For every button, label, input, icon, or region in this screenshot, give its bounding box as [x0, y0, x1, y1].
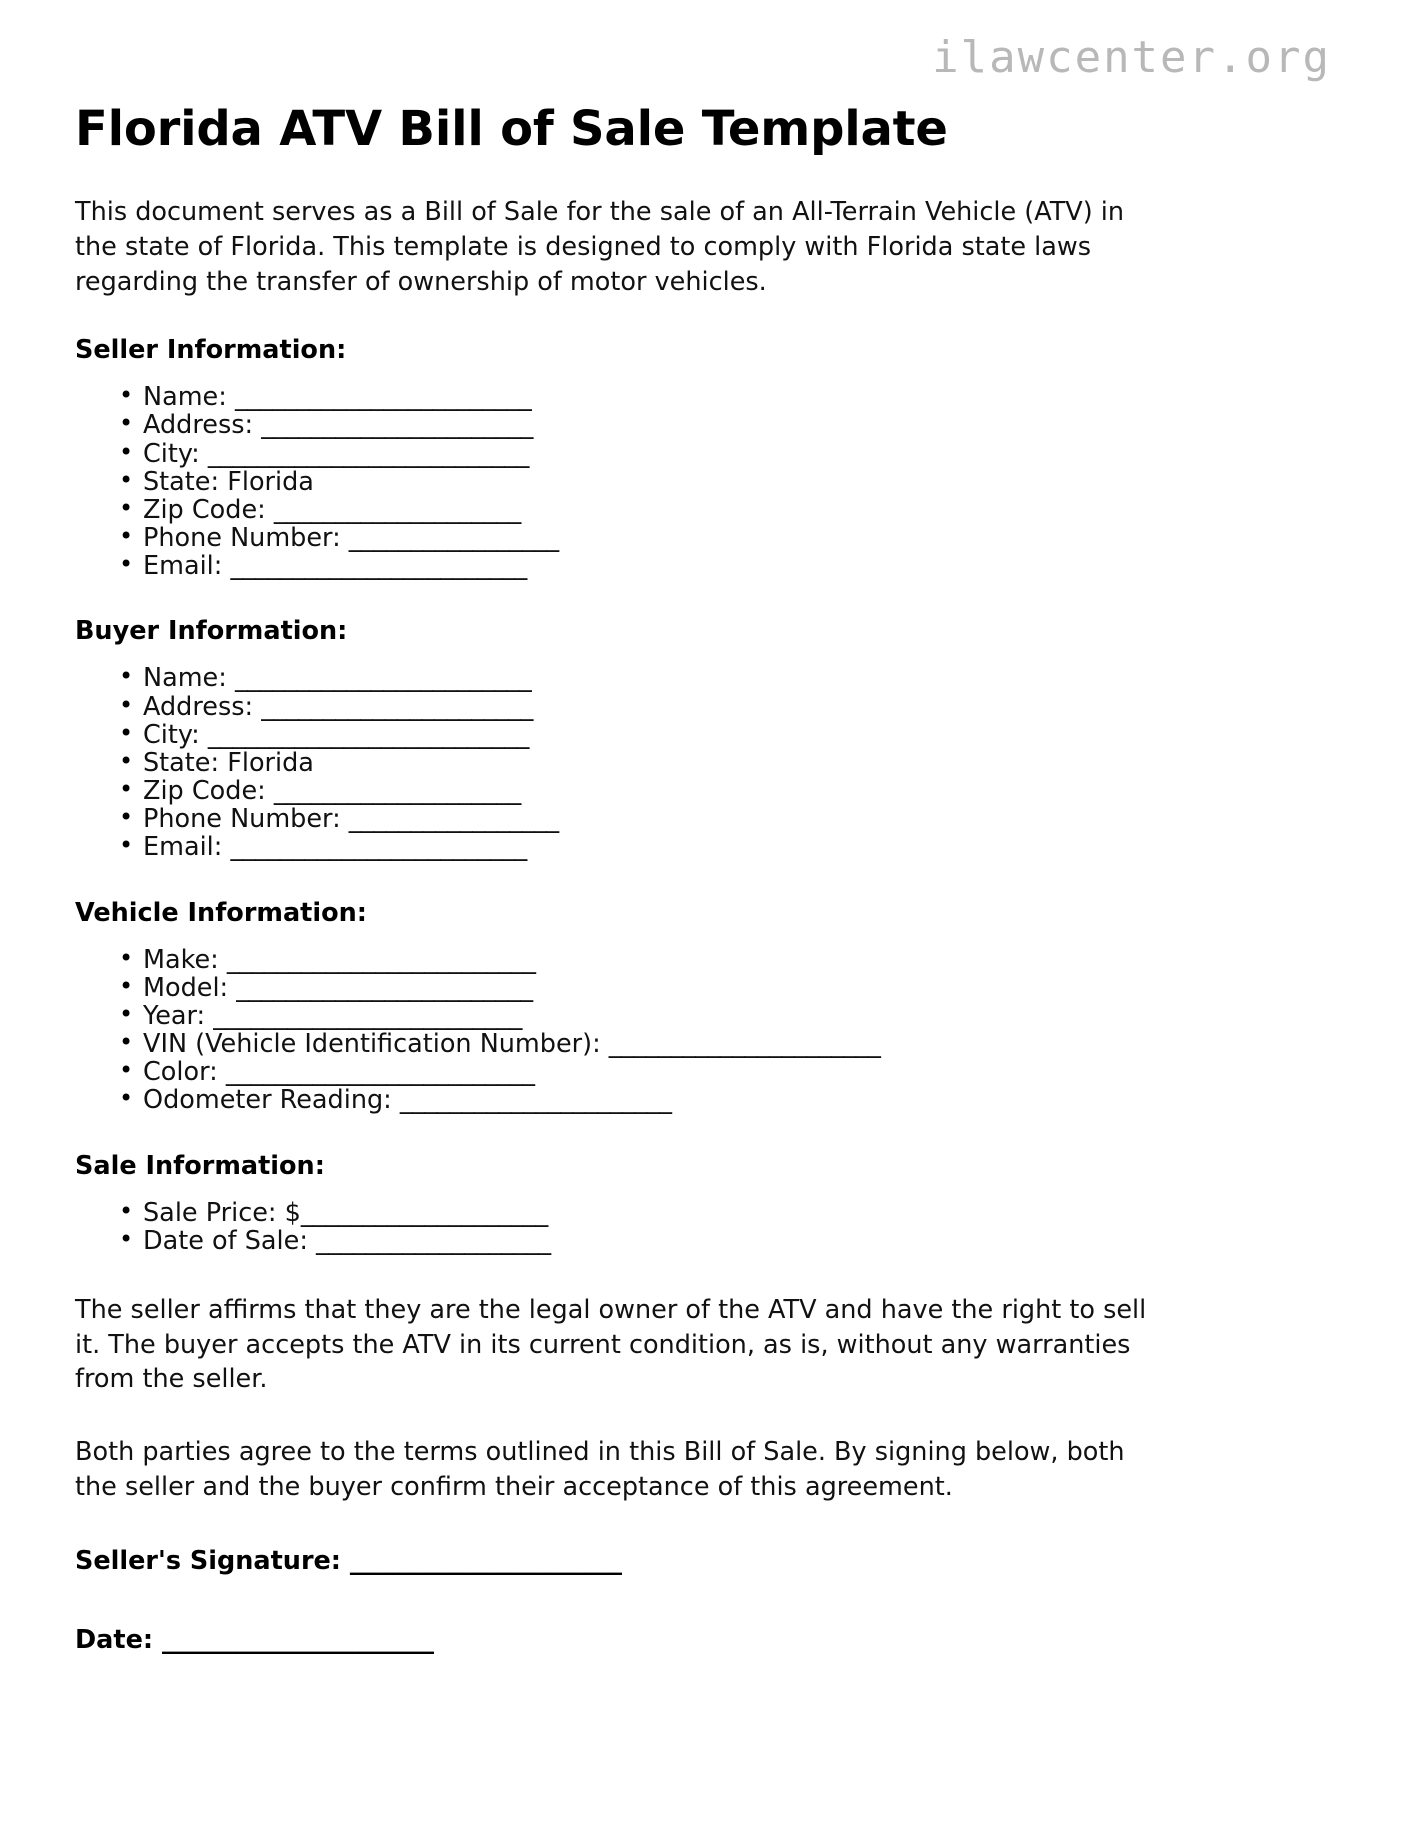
field-label: Phone Number: [143, 523, 349, 554]
field-blank[interactable]: _________________ [348, 804, 559, 835]
field-label: Model: [143, 972, 237, 1003]
field-blank[interactable]: ________________________ [236, 972, 533, 1003]
field-blank[interactable]: ____________________ [273, 776, 521, 807]
field-label: Zip Code: [143, 494, 274, 525]
field-blank[interactable]: ______________________ [608, 1029, 881, 1060]
list-item [119, 383, 1336, 411]
list-item [119, 946, 1336, 974]
field-label: Address: [143, 691, 262, 722]
field-blank[interactable]: _________________________ [225, 1057, 535, 1088]
list-item [119, 468, 1336, 496]
field-label: Name: [143, 382, 235, 413]
intro-paragraph: This document serves as a Bill of Sale for the sale of an All-Terrain Vehicle (ATV) in the state of Florida. This template is designed to comply with Florida state laws regarding the transfer of ownership of motor vehicles. [75, 197, 1125, 297]
list-item [119, 693, 1336, 721]
vehicle-fields-list [75, 946, 1336, 1115]
field-blank[interactable]: _________________________ [213, 1000, 523, 1031]
field-label: Odometer Reading: [143, 1085, 400, 1116]
field-blank[interactable]: ______________________ [261, 410, 533, 441]
field-label: Year: [143, 1000, 214, 1031]
date-line [75, 1625, 1336, 1656]
field-blank[interactable]: ______________________ [261, 691, 533, 722]
list-item [119, 749, 1336, 777]
list-item [119, 1086, 1336, 1114]
list-item [119, 974, 1336, 1002]
field-blank[interactable]: ____________________ [273, 494, 521, 525]
field-blank[interactable]: __________________________ [207, 719, 529, 750]
field-label: City: [143, 438, 208, 469]
seller-information-heading: Seller Information: [75, 335, 347, 366]
field-blank[interactable]: ________________________ [230, 832, 527, 863]
list-item [119, 1002, 1336, 1030]
page-title: Florida ATV Bill of Sale Template [75, 101, 948, 157]
field-blank[interactable]: _________________________ [226, 944, 536, 975]
field-blank[interactable]: ______________________ [399, 1085, 672, 1116]
list-item [119, 411, 1336, 439]
field-label: Address: [143, 410, 262, 441]
signature-blank[interactable]: ______________________ [349, 1546, 622, 1577]
field-label: VIN (Vehicle Identification Number): [143, 1029, 609, 1060]
list-item [119, 440, 1336, 468]
field-label: Sale Price: $ [143, 1197, 301, 1228]
field-label: Date of Sale: [143, 1225, 317, 1256]
field-label: Color: [143, 1057, 226, 1088]
list-item [119, 1058, 1336, 1086]
date-label: Date: [75, 1624, 162, 1655]
list-item [119, 721, 1336, 749]
field-blank[interactable]: _________________ [348, 523, 559, 554]
field-label: Zip Code: [143, 776, 274, 807]
site-watermark: ilawcenter.org [932, 32, 1331, 83]
agreement-paragraph: Both parties agree to the terms outlined in this Bill of Sale. By signing below, both the seller and the buyer confirm their acceptance of this agreement. [75, 1437, 1125, 1502]
sale-information-heading: Sale Information: [75, 1150, 325, 1181]
seller-signature-line [75, 1546, 1336, 1577]
field-label: Phone Number: [143, 804, 349, 835]
field-blank[interactable]: ____________________ [300, 1197, 548, 1228]
list-item [119, 833, 1336, 861]
signature-block [75, 1546, 1336, 1655]
list-item [119, 1199, 1336, 1227]
field-label: Make: [143, 944, 227, 975]
list-item [119, 1030, 1336, 1058]
field-blank[interactable]: ________________________ [234, 663, 532, 694]
field-label: Email: [143, 551, 231, 582]
field-label: City: [143, 719, 208, 750]
date-blank[interactable]: ______________________ [161, 1624, 434, 1655]
list-item [119, 1227, 1336, 1255]
list-item [119, 496, 1336, 524]
field-label: Email: [143, 832, 231, 863]
field-blank[interactable]: ___________________ [316, 1225, 551, 1256]
seller-fields-list [75, 383, 1336, 580]
field-blank[interactable]: ________________________ [230, 551, 527, 582]
list-item [119, 805, 1336, 833]
field-label: State: Florida [143, 747, 314, 778]
buyer-fields-list [75, 664, 1336, 861]
list-item [119, 524, 1336, 552]
signature-label: Seller's Signature: [75, 1546, 350, 1577]
sale-fields-list [75, 1199, 1336, 1255]
list-item [119, 552, 1336, 580]
vehicle-information-heading: Vehicle Information: [75, 897, 367, 928]
buyer-information-heading: Buyer Information: [75, 616, 348, 647]
affirmation-paragraph: The seller affirms that they are the legal owner of the ATV and have the right to sell it. The buyer accepts the ATV in its current condition, as is, without any warranties from the seller. [75, 1294, 1147, 1395]
field-blank[interactable]: ________________________ [234, 382, 532, 413]
list-item [119, 664, 1336, 692]
list-item [119, 777, 1336, 805]
field-label: Name: [143, 663, 235, 694]
field-label: State: Florida [143, 466, 314, 497]
field-blank[interactable]: __________________________ [207, 438, 529, 469]
